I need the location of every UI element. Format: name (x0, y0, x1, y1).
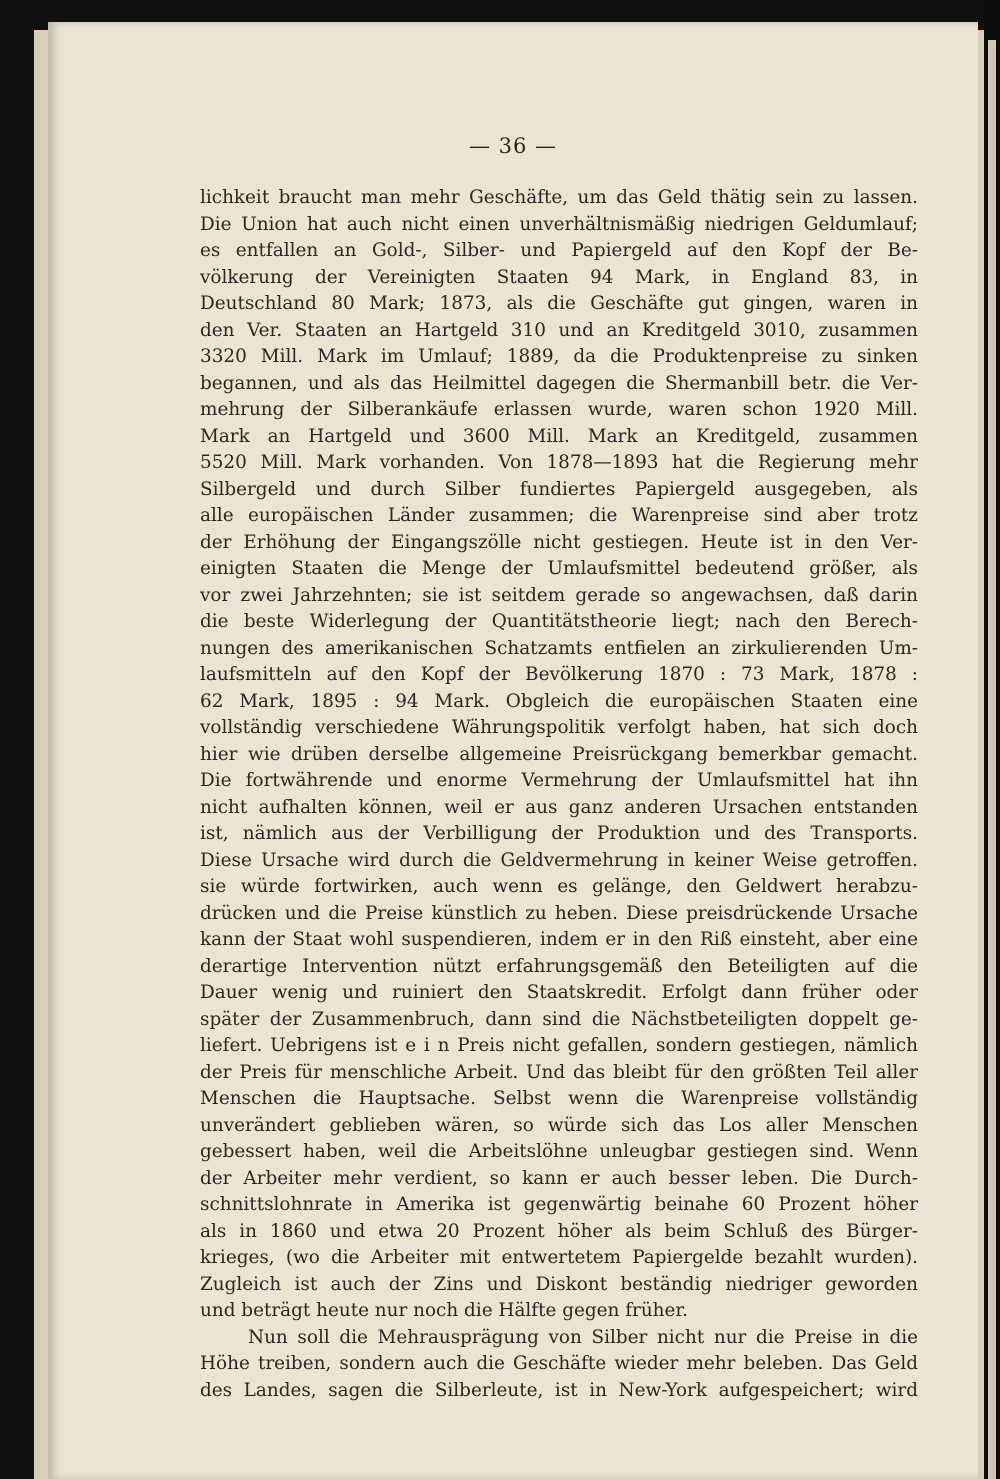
text-line: ist, nämlich aus der Verbilligung der Produktion und des Transports. (200, 823, 918, 844)
text-line: der Arbeiter mehr verdient, so kann er auch besser leben. Die Durch- (200, 1167, 918, 1189)
body-text (200, 185, 918, 1404)
text-line: alle europäischen Länder zusammen; die Warenpreise sind aber trotz (200, 505, 918, 526)
text-line: einigten Staaten die Menge der Umlaufsmittel bedeutend größer, als (200, 558, 918, 579)
text-line: Die Union hat auch nicht einen unverhältnismäßig niedrigen Geldumlauf; (200, 213, 918, 235)
text-line: Dauer wenig und ruiniert den Staatskredit. Erfolgt dann früher oder (200, 982, 918, 1003)
text-line: des Landes, sagen die Silberleute, ist in New-York aufgespeichert; wird (200, 1379, 918, 1401)
text-line: lichkeit braucht man mehr Geschäfte, um das Geld thätig sein zu lassen. (200, 187, 918, 208)
text-line: Zugleich ist auch der Zins und Diskont beständig niedriger geworden (200, 1273, 918, 1295)
text-line: Menschen die Hauptsache. Selbst wenn die Warenpreise vollständig (200, 1088, 918, 1109)
text-line: Die fortwährende und enorme Vermehrung der Umlaufsmittel hat ihn (200, 770, 918, 791)
text-line: begannen, und als das Heilmittel dagegen die Shermanbill betr. die Ver- (200, 372, 918, 394)
text-line: es entfallen an Gold-, Silber- und Papiergeld auf den Kopf der Be- (200, 240, 918, 261)
text-line: die beste Widerlegung der Quantitätstheorie liegt; nach den Berech- (200, 611, 918, 632)
text-line: drücken und die Preise künstlich zu heben. Diese preisdrückende Ursache (200, 902, 918, 924)
next-page-edge (988, 40, 996, 1479)
text-line: derartige Intervention nützt erfahrungsgemäß den Beteiligten auf die (200, 955, 918, 977)
text-line: und beträgt heute nur noch die Hälfte gegen früher. (200, 1300, 689, 1321)
text-line: der Preis für menschliche Arbeit. Und das bleibt für den größten Teil aller (200, 1061, 918, 1083)
text-line: vollständig verschiedene Währungspolitik verfolgt haben, hat sich doch (200, 717, 918, 738)
text-line: Höhe treiben, sondern auch die Geschäfte wieder mehr beleben. Das Geld (200, 1353, 918, 1374)
text-line: schnittslohnrate in Amerika ist gegenwärtig beinahe 60 Prozent höher (200, 1194, 918, 1215)
text-line: unverändert geblieben wären, so würde sich das Los aller Menschen (200, 1114, 918, 1136)
text-line: 3320 Mill. Mark im Umlauf; 1889, da die Produktenpreise zu sinken (200, 346, 918, 367)
text-line: hier wie drüben derselbe allgemeine Preisrückgang bemerkbar gemacht. (200, 743, 918, 765)
text-line: Diese Ursache wird durch die Geldvermehrung in keiner Weise getroffen. (200, 849, 918, 871)
text-line: sie würde fortwirken, auch wenn es gelänge, den Geldwert herabzu- (200, 876, 918, 897)
text-line: Silbergeld und durch Silber fundiertes Papiergeld ausgegeben, als (200, 478, 918, 500)
text-line: nungen des amerikanischen Schatzamts entfielen an zirkulierenden Um- (200, 637, 918, 659)
text-line: 62 Mark, 1895 : 94 Mark. Obgleich die europäischen Staaten eine (200, 690, 918, 712)
text-line: nicht aufhalten können, weil er aus ganz anderen Ursachen entstanden (200, 796, 918, 818)
text-line: den Ver. Staaten an Hartgeld 310 und an Kreditgeld 3010, zusammen (200, 319, 918, 341)
text-line: krieges, (wo die Arbeiter mit entwertetem Papiergelde bezahlt wurden). (200, 1247, 918, 1268)
text-line: kann der Staat wohl suspendieren, indem er in den Riß einsteht, aber eine (200, 929, 918, 950)
text-line: laufsmitteln auf den Kopf der Bevölkerung 1870 : 73 Mark, 1878 : (200, 664, 918, 685)
text-line: völkerung der Vereinigten Staaten 94 Mark, in England 83, in (200, 266, 918, 288)
text-line: 5520 Mill. Mark vorhanden. Von 1878—1893 hat die Regierung mehr (200, 452, 918, 473)
text-line: Mark an Hartgeld und 3600 Mill. Mark an Kreditgeld, zusammen (200, 425, 918, 447)
text-line: der Erhöhung der Eingangszölle nicht gestiegen. Heute ist in den Ver- (200, 531, 918, 553)
text-line: mehrung der Silberankäufe erlassen wurde, waren schon 1920 Mill. (200, 399, 918, 420)
text-line: als in 1860 und etwa 20 Prozent höher als beim Schluß des Bürger- (200, 1220, 918, 1242)
text-line: liefert. Uebrigens ist e i n Preis nicht gefallen, sondern gestiegen, nämlich (200, 1035, 918, 1056)
text-line: Deutschland 80 Mark; 1873, als die Geschäfte gut gingen, waren in (200, 293, 918, 314)
text-line: Nun soll die Mehrausprägung von Silber nicht nur die Preise in die (248, 1326, 918, 1348)
book-page (48, 22, 978, 1479)
page-number: — 36 — (468, 134, 558, 158)
text-line: später der Zusammenbruch, dann sind die Nächstbeteiligten doppelt ge- (200, 1008, 918, 1030)
text-line: gebessert haben, weil die Arbeitslöhne unleugbar gestiegen sind. Wenn (200, 1141, 918, 1162)
text-line: vor zwei Jahrzehnten; sie ist seitdem gerade so angewachsen, daß darin (200, 584, 918, 606)
